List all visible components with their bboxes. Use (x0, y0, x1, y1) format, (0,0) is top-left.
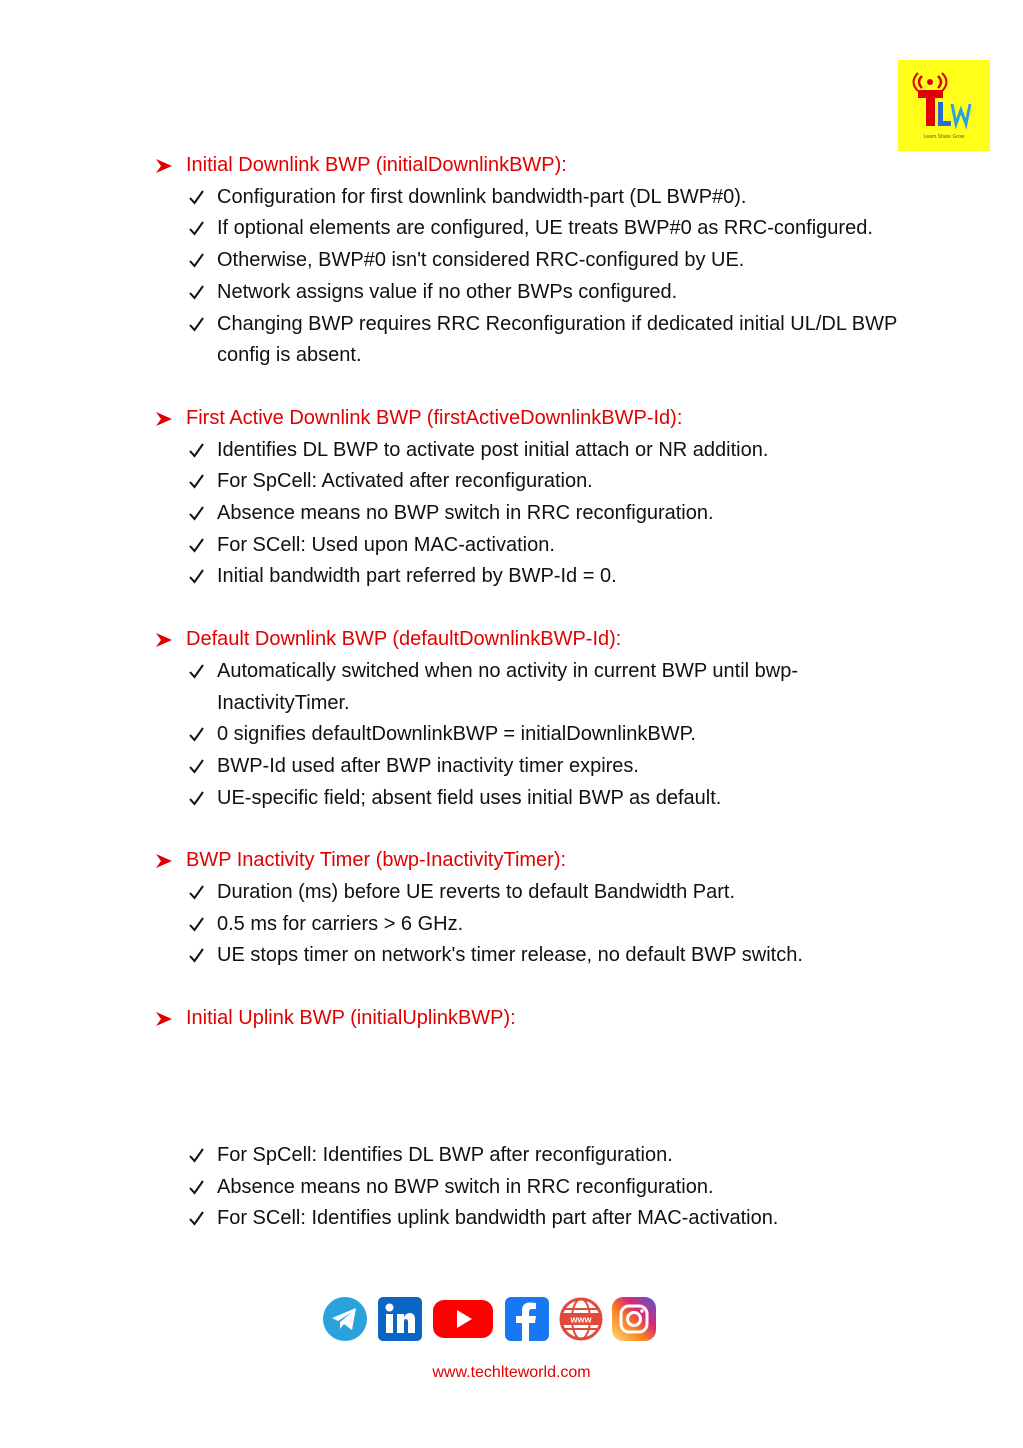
section-heading: Default Downlink BWP (defaultDownlinkBWP-Id): (155, 624, 915, 656)
list-item: Absence means no BWP switch in RRC reconfiguration. (155, 498, 915, 530)
checkmark-icon (188, 947, 205, 963)
list-item: Duration (ms) before UE reverts to default Bandwidth Part. (155, 877, 915, 909)
web-icon-label: www (570, 1314, 592, 1325)
web-globe-icon[interactable] (558, 1296, 604, 1342)
youtube-icon[interactable] (432, 1296, 494, 1342)
instagram-icon[interactable] (611, 1296, 657, 1342)
list-item: Identifies DL BWP to activate post initial attach or NR addition. (155, 435, 915, 467)
list-item: Network assigns value if no other BWPs configured. (155, 277, 915, 309)
list-item: For SCell: Used upon MAC-activation. (155, 530, 915, 562)
section-heading: Initial Uplink BWP (initialUplinkBWP): (155, 1003, 915, 1035)
list-item: Changing BWP requires RRC Reconfiguration if dedicated initial UL/DL BWP config is absent. (155, 309, 915, 372)
checkmark-icon (188, 568, 205, 584)
section-heading: First Active Downlink BWP (firstActiveDownlinkBWP-Id): (155, 403, 915, 435)
list-item: For SCell: Identifies uplink bandwidth part after MAC-activation. (155, 1203, 915, 1235)
list-item: Initial bandwidth part referred by BWP-Id = 0. (155, 561, 915, 593)
arrow-bullet-icon (155, 853, 173, 869)
checkmark-icon (188, 726, 205, 742)
list-item: For SpCell: Identifies DL BWP after reconfiguration. (155, 1140, 915, 1172)
section-default-downlink-bwp (155, 624, 915, 814)
checkmark-icon (188, 884, 205, 900)
arrow-bullet-icon (155, 158, 173, 174)
list-item: Configuration for first downlink bandwidth-part (DL BWP#0). (155, 182, 915, 214)
facebook-icon[interactable] (504, 1296, 550, 1342)
telegram-icon[interactable] (322, 1296, 368, 1342)
list-item: Absence means no BWP switch in RRC reconfiguration. (155, 1172, 915, 1204)
section-initial-uplink-bwp (155, 1003, 915, 1235)
checkmark-icon (188, 252, 205, 268)
checkmark-icon (188, 284, 205, 300)
document-body (155, 150, 915, 1235)
checkmark-icon (188, 220, 205, 236)
arrow-bullet-icon (155, 632, 173, 648)
checkmark-icon (188, 1210, 205, 1226)
list-item: If optional elements are configured, UE treats BWP#0 as RRC-configured. (155, 213, 915, 245)
list-item: UE stops timer on network's timer release, no default BWP switch. (155, 940, 915, 972)
logo-tagline: Learn Share Grow (923, 134, 965, 140)
list-item: For SpCell: Activated after reconfiguration. (155, 466, 915, 498)
checkmark-icon (188, 316, 205, 332)
checkmark-icon (188, 916, 205, 932)
checkmark-icon (188, 189, 205, 205)
arrow-bullet-icon (155, 1011, 173, 1027)
linkedin-icon[interactable] (377, 1296, 423, 1342)
list-item: Automatically switched when no activity in current BWP until bwp-InactivityTimer. (155, 656, 915, 719)
list-item: 0.5 ms for carriers > 6 GHz. (155, 909, 915, 941)
website-link[interactable]: www.techlteworld.com (432, 1364, 591, 1381)
section-bwp-inactivity-timer (155, 845, 915, 972)
tlw-logo (898, 60, 990, 151)
section-heading: Initial Downlink BWP (initialDownlinkBWP): (155, 150, 915, 182)
checkmark-icon (188, 758, 205, 774)
checkmark-icon (188, 790, 205, 806)
section-first-active-downlink-bwp (155, 403, 915, 593)
list-item: Otherwise, BWP#0 isn't considered RRC-configured by UE. (155, 245, 915, 277)
checkmark-icon (188, 442, 205, 458)
checkmark-icon (188, 537, 205, 553)
section-initial-downlink-bwp (155, 150, 915, 372)
blank-space (155, 1035, 915, 1140)
list-item: BWP-Id used after BWP inactivity timer expires. (155, 751, 915, 783)
list-item: 0 signifies defaultDownlinkBWP = initialDownlinkBWP. (155, 719, 915, 751)
checkmark-icon (188, 663, 205, 679)
checkmark-icon (188, 1179, 205, 1195)
checkmark-icon (188, 1147, 205, 1163)
list-item: UE-specific field; absent field uses initial BWP as default. (155, 783, 915, 815)
social-icons (322, 1296, 657, 1344)
checkmark-icon (188, 473, 205, 489)
section-heading: BWP Inactivity Timer (bwp-InactivityTimer): (155, 845, 915, 877)
checkmark-icon (188, 505, 205, 521)
arrow-bullet-icon (155, 411, 173, 427)
